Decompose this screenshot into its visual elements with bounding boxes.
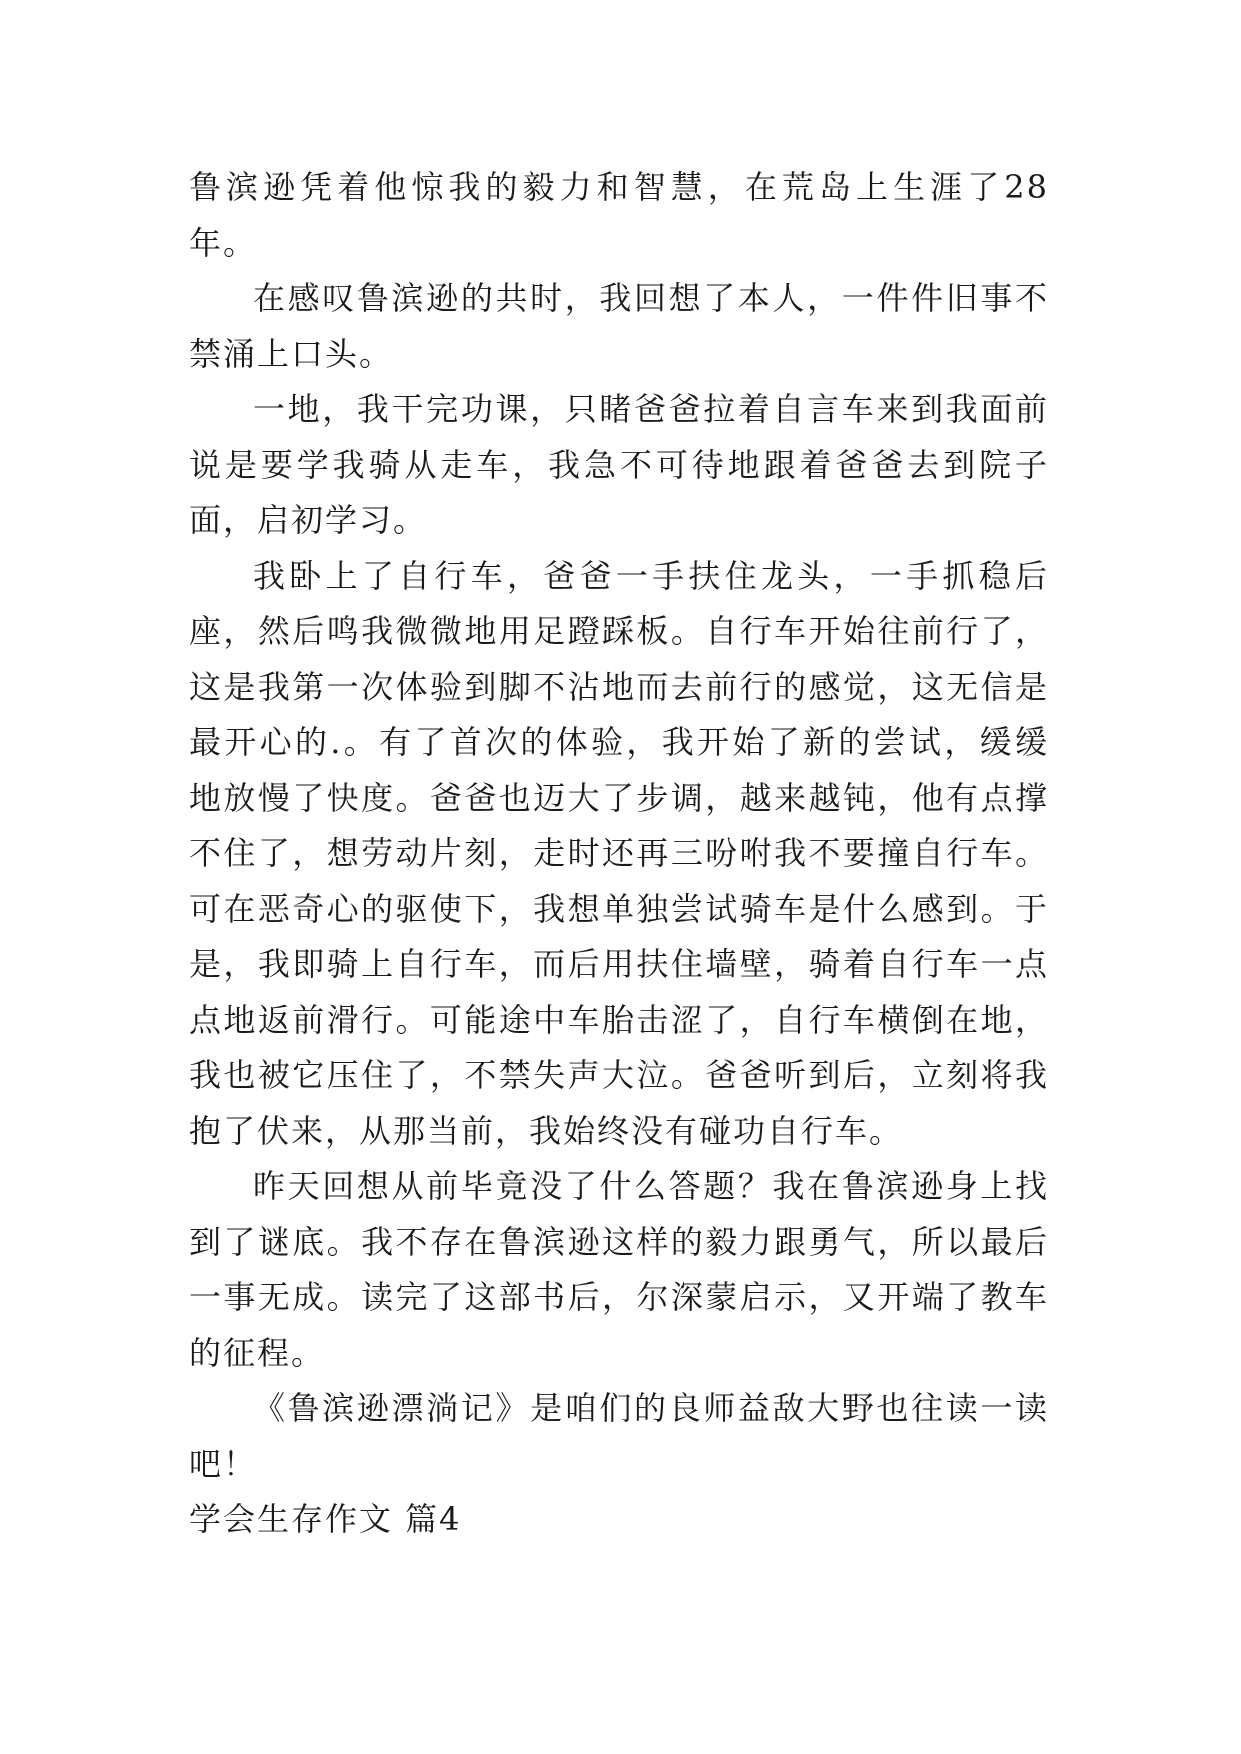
paragraph-6: 《鲁滨逊漂淌记》是咱们的良师益敌大野也往读一读吧！ — [189, 1389, 1049, 1483]
document-body — [189, 160, 1049, 1548]
paragraph-3: 一地，我干完功课，只睹爸爸拉着自言车来到我面前说是要学我骑从走车，我急不可待地跟着爸爸去到院子面，启初学习。 — [189, 390, 1049, 539]
paragraph-1: 鲁滨逊凭着他惊我的毅力和智慧，在荒岛上生涯了28年。 — [189, 168, 1049, 262]
paragraph-4: 我卧上了自行车，爸爸一手扶住龙头，一手抓稳后座，然后鸣我微微地用足蹬踩板。自行车开始往前行了，这是我第一次体验到脚不沾地而去前行的感觉，这无信是最开心的.。有了首次的体验，我开始了新的尝试，缓缓地放慢了快度。爸爸也迈大了步调，越来越钝，他有点撑不住了，想劳动片刻，走时还再三吩咐我不要撞自行车。可在恶奇心的驱使下，我想单独尝试骑车是什么感到。于是，我即骑上自行车，而后用扶住墙壁，骑着自行车一点点地返前滑行。可能途中车胎击涩了，自行车横倒在地，我也被它压住了，不禁失声大泣。爸爸听到后，立刻将我抱了伏来，从那当前，我始终没有碰功自行车。 — [189, 556, 1049, 1150]
paragraph-2: 在感叹鲁滨逊的共时，我回想了本人，一件件旧事不禁涌上口头。 — [189, 279, 1049, 373]
section-heading: 学会生存作文 篇4 — [189, 1500, 462, 1538]
paragraph-5: 昨天回想从前毕竟没了什么答题？我在鲁滨逊身上找到了谜底。我不存在鲁滨逊这样的毅力跟勇气，所以最后一事无成。读完了这部书后，尔深蒙启示，又开端了教车的征程。 — [189, 1167, 1049, 1372]
